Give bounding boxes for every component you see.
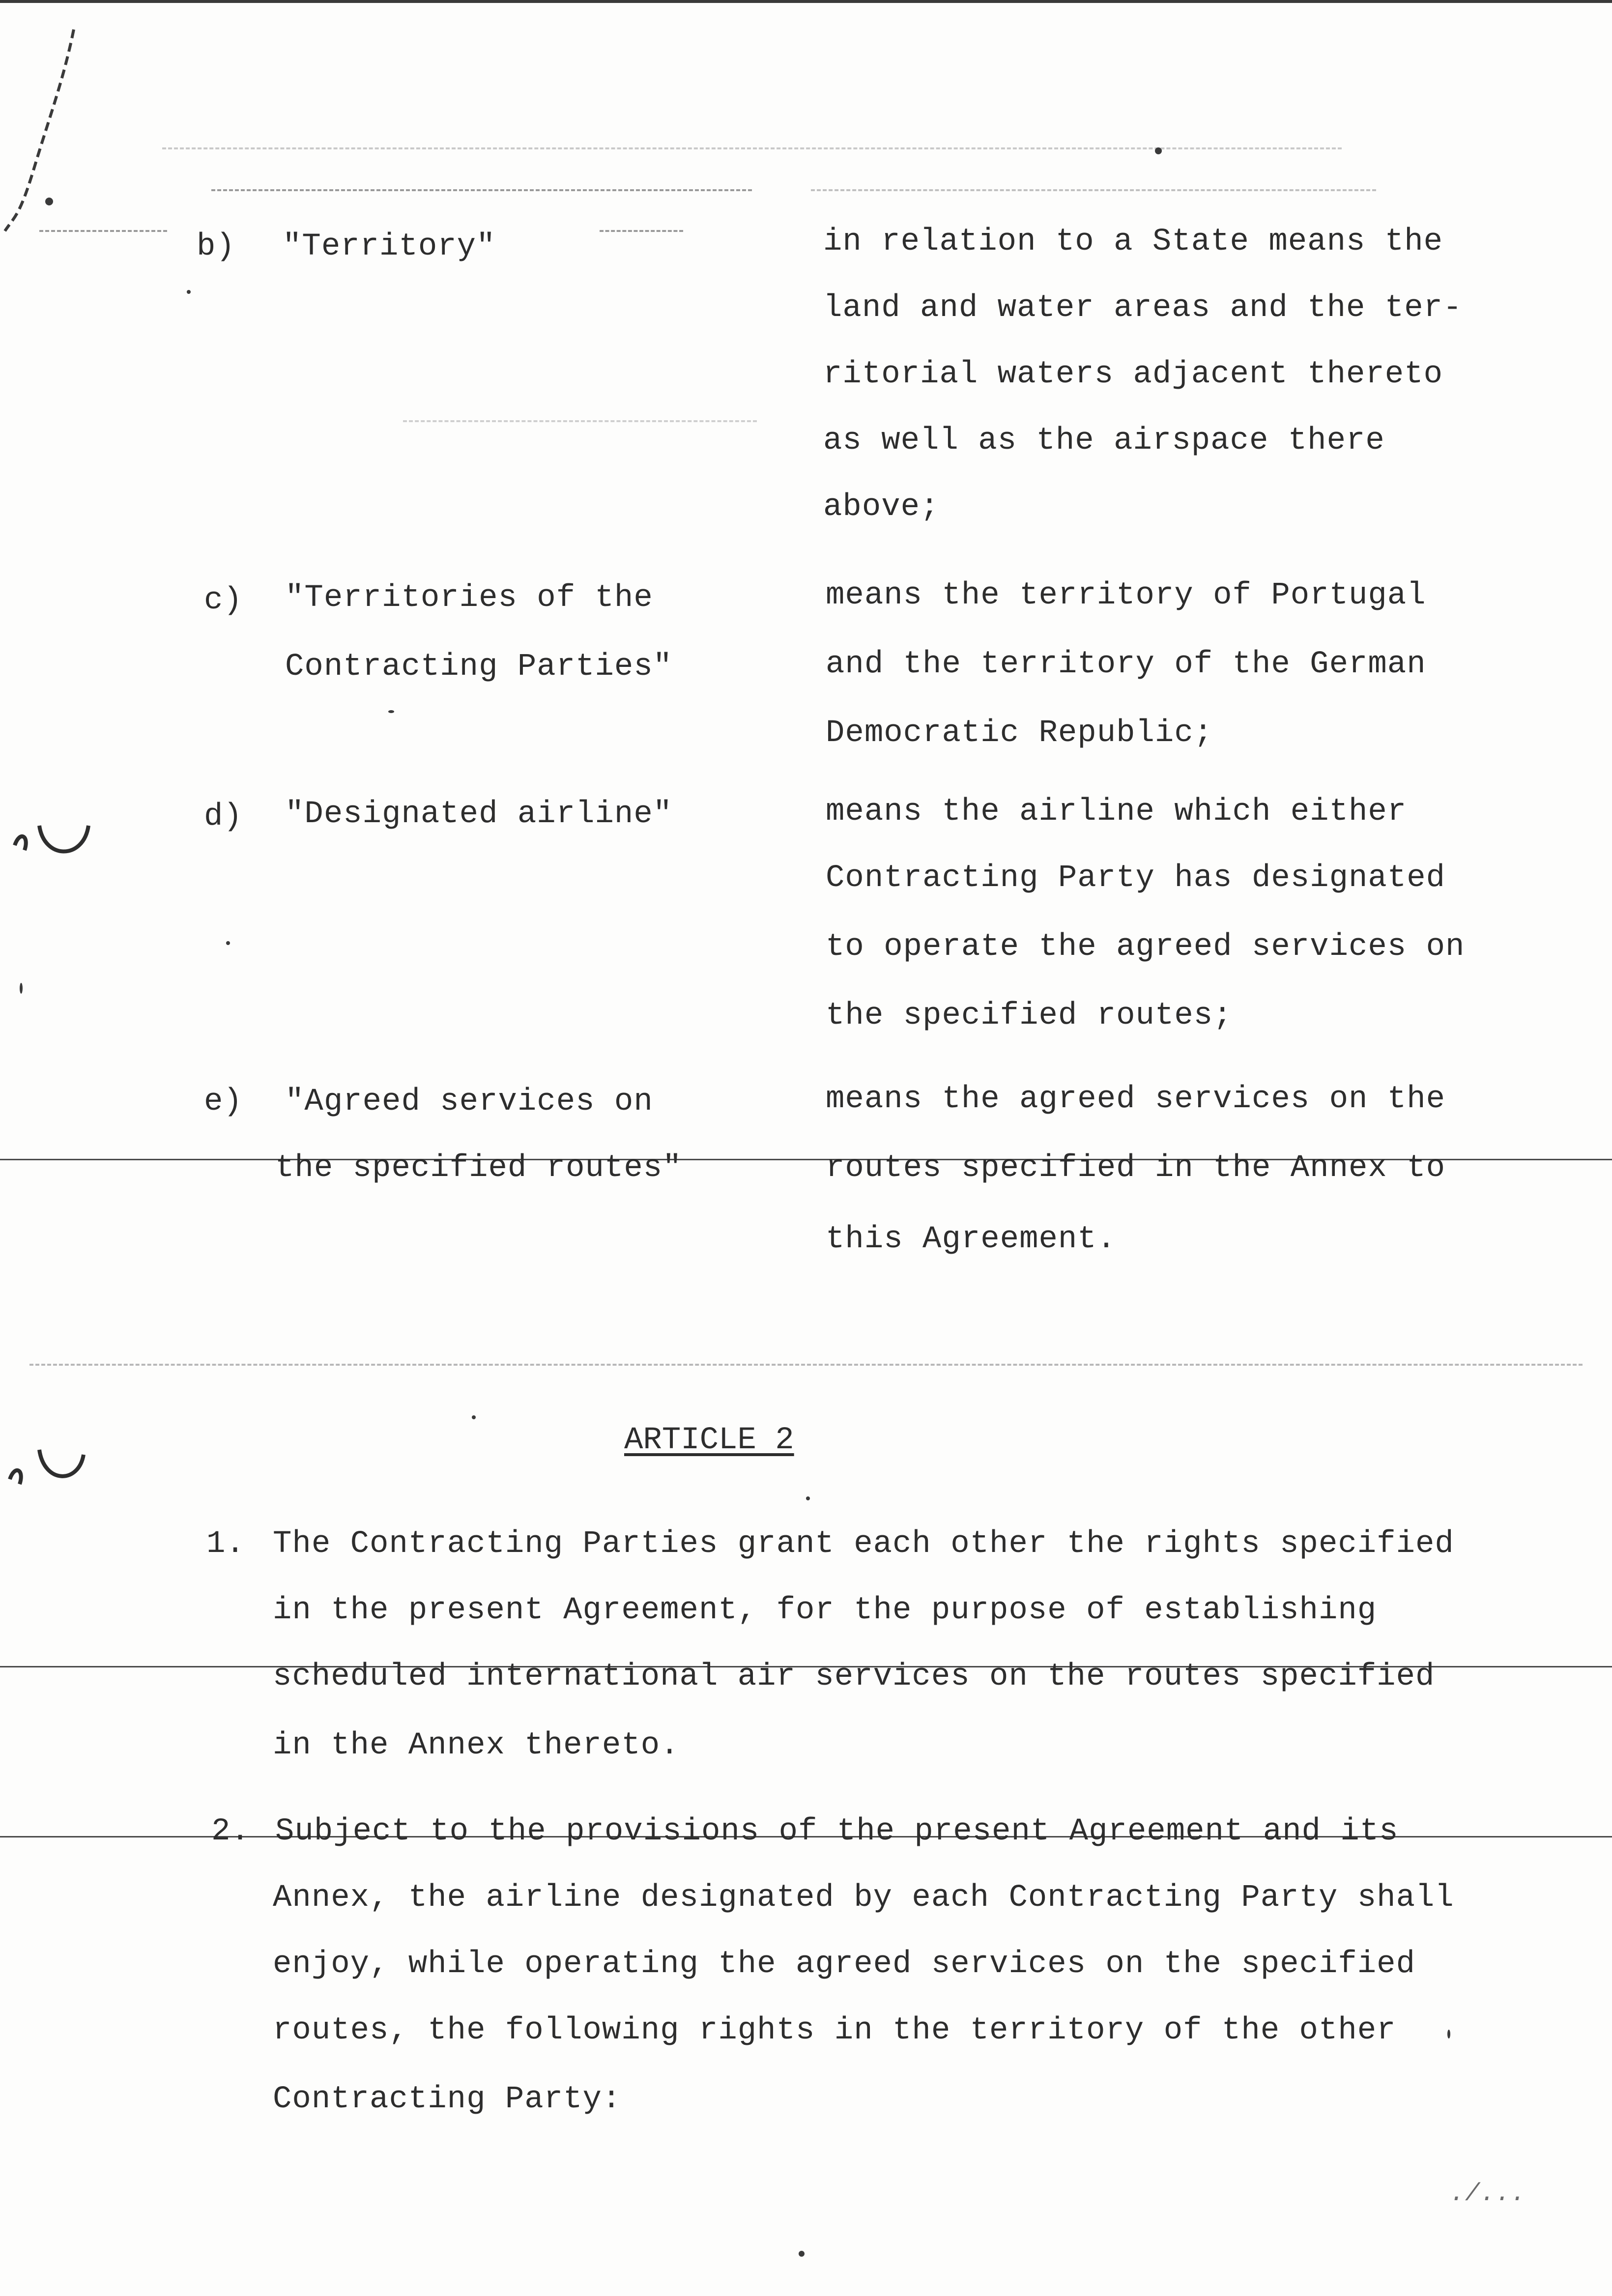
scan-speck [472,1415,476,1419]
continuation-mark: ./... [1450,2180,1526,2208]
definition-c-meaning-line: and the territory of the German [826,647,1426,682]
margin-pen-stroke [0,20,88,236]
paragraph-2-number: 2. [211,1814,250,1849]
definition-c-meaning-line: means the territory of Portugal [826,578,1426,613]
article-heading: ARTICLE 2 [624,1423,794,1458]
definition-e-meaning-line: means the agreed services on the [826,1082,1445,1117]
margin-check-mark [5,806,93,865]
definition-e-letter: e) [204,1084,243,1119]
paragraph-1-line: The Contracting Parties grant each other the rights specified [273,1526,1454,1562]
definition-e-meaning-line: routes specified in the Annex to [826,1150,1445,1186]
paragraph-1-line: in the present Agreement, for the purpose of establishing [273,1593,1377,1628]
paragraph-1-number: 1. [206,1526,245,1562]
scan-artifact-line [211,189,752,191]
scan-speck [388,710,394,713]
definition-d-meaning-line: Contracting Party has designated [826,861,1445,896]
scan-speck [1155,147,1162,154]
scan-speck [799,2251,805,2257]
definition-c-meaning-line: Democratic Republic; [826,716,1213,751]
definition-c-term-line: "Territories of the [285,580,653,616]
definition-b-meaning-line: as well as the airspace there [823,423,1385,459]
definition-b-term: "Territory" [283,229,496,264]
definition-d-term: "Designated airline" [285,797,673,832]
definition-e-meaning-line: this Agreement. [826,1222,1117,1257]
scan-artifact-line [811,189,1376,191]
paragraph-1-line: scheduled international air services on the routes specified [273,1659,1435,1694]
paragraph-2-line: Contracting Party: [273,2082,622,2117]
definition-e-term-line: the specified routes" [275,1150,682,1186]
paragraph-2-line: Subject to the provisions of the present Agreement and its [275,1814,1399,1849]
scan-speck [187,290,191,294]
scan-speck [806,1496,810,1500]
scan-artifact-line [403,420,757,422]
scan-top-border [0,0,1612,3]
paragraph-2-line: enjoy, while operating the agreed services on the specified [273,1947,1415,1982]
paragraph-2-line: routes, the following rights in the territory of the other [273,2013,1396,2048]
paragraph-1-line: in the Annex thereto. [273,1728,680,1763]
check-mark-curve [10,1450,84,1484]
pen-stroke-line [5,29,74,231]
definition-d-letter: d) [204,799,243,834]
scan-speck [1447,2030,1450,2038]
definition-e-term-line: "Agreed services on [285,1084,653,1119]
margin-check-mark [0,1435,88,1494]
definition-d-meaning-line: the specified routes; [826,998,1233,1033]
definition-b-meaning-line: ritorial waters adjacent thereto [823,357,1443,392]
definition-d-meaning-line: means the airline which either [826,794,1407,830]
check-mark-curve [15,826,88,852]
paragraph-2-line: Annex, the airline designated by each Contracting Party shall [273,1880,1454,1916]
definition-b-letter: b) [197,229,235,264]
pen-dot [45,198,53,205]
definition-c-letter: c) [204,583,243,618]
definition-b-meaning-line: in relation to a State means the [823,224,1443,259]
definition-c-term-line: Contracting Parties" [285,649,673,685]
definition-d-meaning-line: to operate the agreed services on [826,929,1465,965]
scan-speck [226,941,230,945]
scan-artifact-line [162,147,1342,149]
scan-artifact-line [600,230,683,232]
scan-artifact-line [29,1364,1583,1366]
definition-b-meaning-line: above; [823,489,940,525]
definition-b-meaning-line: land and water areas and the ter- [823,290,1463,326]
scan-speck [20,983,23,994]
